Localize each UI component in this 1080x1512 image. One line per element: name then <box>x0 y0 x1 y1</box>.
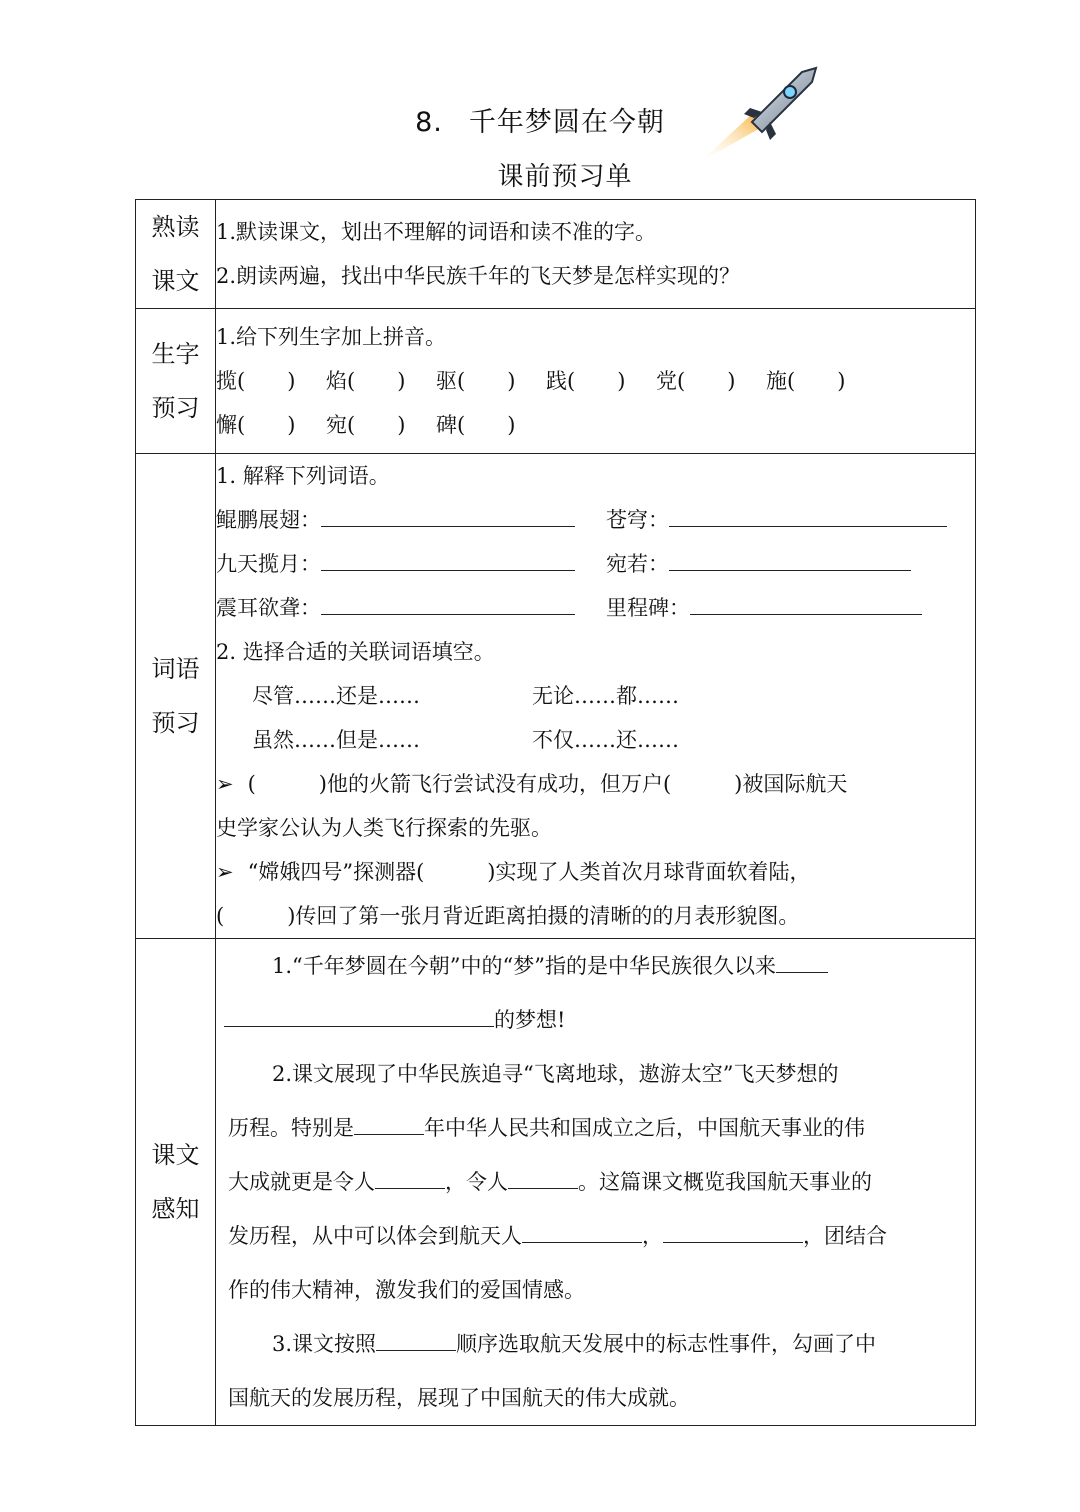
answer-blank[interactable] <box>508 1162 578 1189</box>
arrow-bullet-icon: ➢ <box>216 772 234 796</box>
section-content-words <box>216 454 976 939</box>
pinyin-item[interactable]: 施( ) <box>766 369 846 393</box>
pinyin-item[interactable]: 揽( ) <box>216 369 296 393</box>
perceive-p2-line-2: 历程。特别是 年中华人民共和国成立之后，中国航天事业的伟 <box>224 1101 975 1155</box>
words-question-2: 2. 选择合适的关联词语填空。 <box>216 640 495 664</box>
conj-row-1 <box>216 674 975 718</box>
arrow-bullet-icon: ➢ <box>216 860 234 884</box>
term-label: 震耳欲聋： <box>216 596 321 620</box>
term-label: 里程碑： <box>606 596 690 620</box>
conj-option: 尽管……还是…… <box>252 684 420 708</box>
lesson-number: 8. <box>415 107 443 138</box>
answer-blank[interactable] <box>321 544 575 571</box>
conj-row-2 <box>216 718 975 762</box>
perceive-p2-line-1: 2.课文展现了中华民族追寻“飞离地球，遨游太空”飞天梦想的 <box>272 1062 839 1086</box>
conj-option: 无论……都…… <box>532 684 679 708</box>
answer-blank[interactable] <box>776 946 828 973</box>
conj-option: 不仅……还…… <box>532 728 679 752</box>
read-question-1: 1.默读课文，划出不理解的词语和读不准的字。 <box>216 220 657 244</box>
chars-question: 1.给下列生字加上拼音。 <box>216 325 447 349</box>
read-question-2: 2.朗读两遍，找出中华民族千年的飞天梦是怎样实现的？ <box>216 264 741 288</box>
sheet-title: 课前预习单 <box>497 162 633 192</box>
pinyin-item[interactable]: 碑( ) <box>436 413 516 437</box>
section-label-chars: 生字 预习 <box>136 309 216 454</box>
pinyin-row-1 <box>216 359 975 403</box>
lesson-title <box>0 100 1080 139</box>
term-label: 鲲鹏展翅： <box>216 508 321 532</box>
section-label-read: 熟读 课文 <box>136 200 216 309</box>
answer-blank[interactable] <box>690 588 922 615</box>
pinyin-item[interactable]: 党( ) <box>656 369 736 393</box>
perceive-p2-line-5: 作的伟大精神，激发我们的爱国情感。 <box>228 1278 585 1302</box>
sentence-2-line-2: ( )传回了第一张月背近距离拍摄的清晰的的月表形貌图。 <box>216 904 800 928</box>
answer-blank[interactable] <box>321 500 575 527</box>
term-label: 宛若： <box>606 552 669 576</box>
section-label-perceive: 课文 感知 <box>136 939 216 1426</box>
answer-blank[interactable] <box>522 1216 642 1243</box>
section-content-chars <box>216 309 976 454</box>
answer-blank[interactable] <box>354 1108 424 1135</box>
answer-blank[interactable] <box>224 1000 494 1027</box>
section-chars <box>136 309 976 454</box>
section-label-words: 词语 预习 <box>136 454 216 939</box>
section-content-perceive <box>216 939 976 1426</box>
sentence-2-line-1: ➢ “嫦娥四号”探测器( )实现了人类首次月球背面软着陆， <box>216 860 811 884</box>
section-content-read <box>216 200 976 309</box>
sentence-1-line-1: ➢ ( )他的火箭飞行尝试没有成功，但万户( )被国际航天 <box>216 772 848 796</box>
lesson-title-text: 千年梦圆在今朝 <box>468 107 665 138</box>
preview-table <box>135 199 976 1426</box>
answer-blank[interactable] <box>669 500 947 527</box>
perceive-p2-line-3: 大成就更是令人 ，令人 。这篇课文概览我国航天事业的 <box>224 1155 975 1209</box>
perceive-p2-line-4: 发历程，从中可以体会到航天人 ， ，团结合 <box>224 1209 975 1263</box>
perceive-p3-line-2: 国航天的发展历程，展现了中国航天的伟大成就。 <box>228 1386 690 1410</box>
term-row-3 <box>216 586 975 630</box>
perceive-p1-line-2: 的梦想! <box>224 993 975 1047</box>
answer-blank[interactable] <box>669 544 911 571</box>
words-question-1: 1. 解释下列词语。 <box>216 464 390 488</box>
section-perceive <box>136 939 976 1426</box>
answer-blank[interactable] <box>321 588 575 615</box>
term-label: 九天揽月： <box>216 552 321 576</box>
pinyin-row-2 <box>216 403 975 447</box>
answer-blank[interactable] <box>375 1162 445 1189</box>
pinyin-item[interactable]: 宛( ) <box>326 413 406 437</box>
term-row-1 <box>216 498 975 542</box>
pinyin-item[interactable]: 驱( ) <box>436 369 516 393</box>
pinyin-item[interactable]: 焰( ) <box>326 369 406 393</box>
pinyin-item[interactable]: 践( ) <box>546 369 626 393</box>
answer-blank[interactable] <box>663 1216 803 1243</box>
answer-blank[interactable] <box>376 1324 456 1351</box>
section-words <box>136 454 976 939</box>
conj-option: 虽然……但是…… <box>252 728 420 752</box>
section-read <box>136 200 976 309</box>
term-row-2 <box>216 542 975 586</box>
perceive-p1-line-1: 1.“千年梦圆在今朝”中的“梦”指的是中华民族很久以来 <box>224 939 975 993</box>
sentence-1-line-2: 史学家公认为人类飞行探索的先驱。 <box>216 816 552 840</box>
term-label: 苍穹： <box>606 508 669 532</box>
perceive-p3-line-1: 3.课文按照 顺序选取航天发展中的标志性事件，勾画了中 <box>224 1317 975 1371</box>
pinyin-item[interactable]: 懈( ) <box>216 413 296 437</box>
